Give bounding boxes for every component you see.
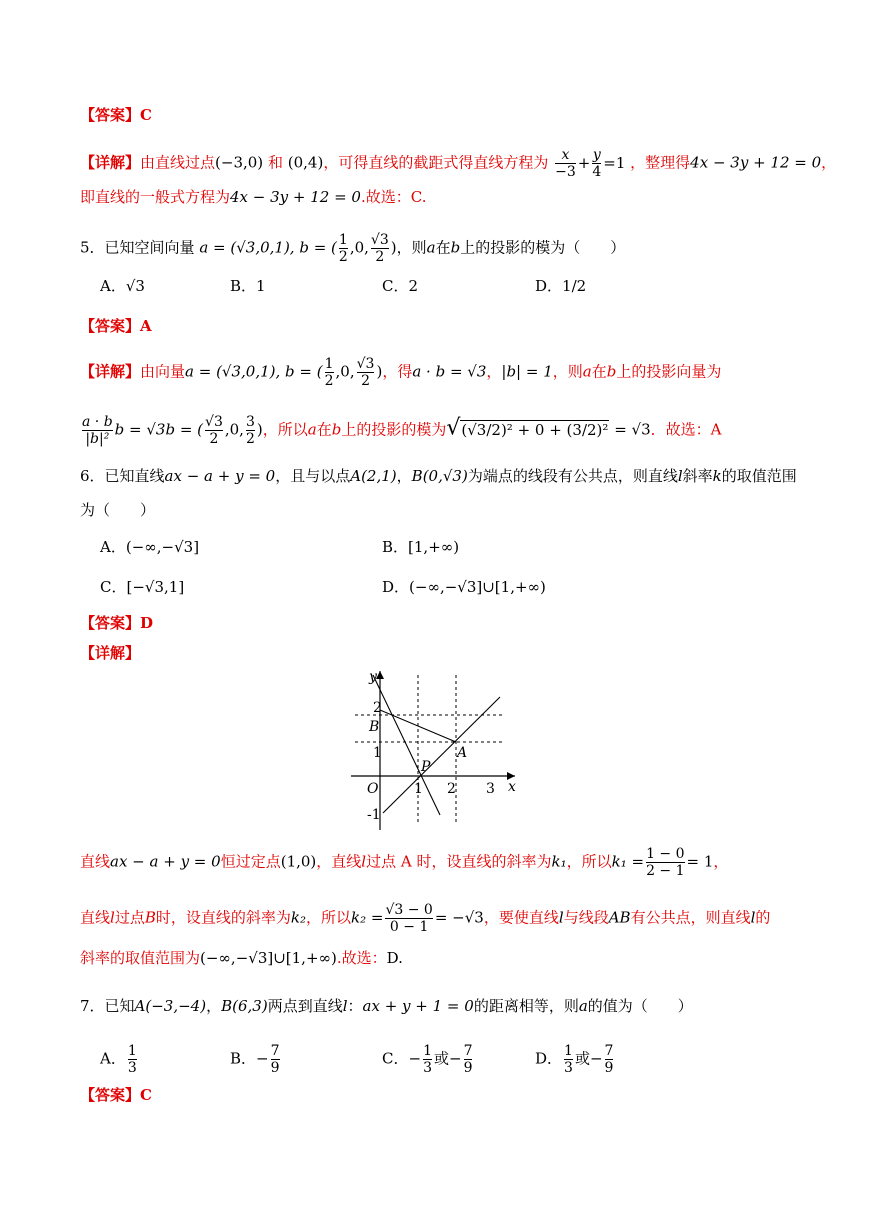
text: ，所以 [306, 908, 352, 927]
q5-option-c[interactable] [382, 276, 418, 296]
q6-detail-line-1 [80, 846, 728, 879]
text: (−∞,−√3]∪[1,+∞) [409, 578, 546, 596]
q4-answer [80, 105, 152, 125]
text: ， [396, 467, 412, 485]
q6-detail-line-2 [80, 902, 770, 935]
num: √3 [205, 414, 223, 430]
label-origin: O [367, 781, 379, 797]
den: 2 [357, 372, 375, 389]
frac [128, 1043, 137, 1076]
tick-x3: 3 [486, 781, 495, 797]
text: ，所以 [566, 852, 612, 871]
detail-tag: 【详解】 [80, 644, 141, 662]
text: 有公共点，则直线 [630, 908, 751, 927]
math: A(2,1) [350, 467, 397, 485]
sign: − [408, 1049, 422, 1068]
detail-tag: 【详解】 [80, 362, 141, 381]
num: √3 [370, 232, 389, 248]
den: 3 [564, 1060, 573, 1076]
math: b [606, 362, 617, 381]
label: B． [382, 538, 409, 556]
frac [271, 1043, 280, 1076]
text: ， [486, 362, 502, 381]
num: x [561, 147, 570, 163]
math: k₂ [290, 908, 306, 927]
detail-tag: 【详解】 [80, 153, 141, 172]
math: ) [376, 362, 383, 381]
den: 3 [127, 1060, 137, 1076]
tick-x1: 1 [414, 781, 423, 797]
q6-stem-2 [80, 500, 155, 520]
den: 2 [371, 248, 389, 265]
math: l [750, 908, 756, 927]
q5-option-d[interactable] [535, 276, 586, 296]
text: ，要使直线 [483, 908, 559, 927]
num: 1 [324, 356, 334, 372]
text: ，整理得 [630, 153, 691, 172]
text: 上的投影的模为 [341, 420, 447, 439]
answer-tag: 【答案】 [80, 317, 141, 335]
math: AB [608, 908, 631, 927]
text: [1,+∞) [408, 538, 460, 556]
text: 过点 A 时，设直线的斜率为 [366, 852, 552, 871]
num: 1 [338, 232, 348, 248]
text: D. [386, 949, 403, 967]
num: 1 − 0 [646, 846, 685, 862]
math: b = √3b = ( [114, 420, 204, 439]
label: A． [100, 277, 126, 295]
num: 1 [127, 1043, 137, 1059]
label-point-a: A [457, 745, 468, 761]
math: ,0, [224, 420, 244, 439]
math: (−∞,−√3]∪[1,+∞) [200, 949, 337, 967]
text: 直线 [80, 852, 111, 871]
connector: 或− [433, 1049, 462, 1068]
num: 7 [270, 1043, 280, 1059]
text: ， [821, 153, 837, 172]
text: ．故选：A [650, 420, 722, 439]
tick-x2: 2 [447, 781, 456, 797]
math: |b| = 1 [501, 362, 553, 381]
num: √3 − 0 [385, 902, 433, 918]
frac [385, 902, 432, 935]
num: y [592, 147, 601, 163]
frac [325, 356, 334, 389]
num: 1 [564, 1043, 573, 1059]
math: (0,4) [287, 153, 324, 172]
text: ，则 [396, 238, 427, 257]
text: ： [347, 997, 363, 1015]
text: 在 [435, 238, 451, 257]
q7-answer [80, 1085, 152, 1105]
text: √3 [125, 277, 145, 295]
frac [464, 1043, 473, 1076]
math: ) [390, 238, 397, 257]
den: −3 [555, 164, 576, 180]
label: D． [535, 1049, 563, 1068]
q7-option-b[interactable] [230, 1043, 282, 1076]
text: 在 [591, 362, 607, 381]
math: a = (√3,0,1), b = ( [199, 238, 337, 257]
frac [339, 232, 348, 265]
q5-detail-line-1 [80, 356, 721, 389]
text: 7．已知 [80, 997, 135, 1015]
text: 上的投影向量为 [616, 362, 722, 381]
math: b [450, 238, 461, 257]
math: k₂ = [351, 908, 384, 927]
num: 7 [604, 1043, 614, 1059]
text: 6．已知直线 [80, 467, 165, 485]
text: 即直线的一般式方程为 [80, 188, 231, 206]
q5-option-a[interactable] [100, 276, 145, 296]
math: = 1 [686, 852, 714, 871]
q6-detail-tag [80, 643, 140, 663]
intercept-equation [553, 147, 630, 180]
den: 2 − 1 [646, 863, 685, 879]
text: 为端点的线段有公共点，则直线 [467, 467, 678, 485]
den: 2 [324, 373, 334, 389]
den: 9 [270, 1060, 280, 1076]
text: 直线 [80, 908, 111, 927]
text: 和 [267, 153, 283, 172]
den: 4 [592, 164, 602, 180]
answer-value: D [140, 614, 154, 632]
math: (1,0) [280, 852, 317, 871]
text: 的取值范围 [721, 467, 797, 485]
math: (−3,0) [215, 153, 264, 172]
text: 1/2 [562, 277, 587, 295]
label: D． [535, 277, 563, 295]
q6-answer [80, 613, 153, 633]
text: 过点 [114, 908, 145, 927]
text: 为（ ） [80, 501, 156, 519]
text: 由直线过点 [140, 153, 216, 172]
math: k₁ = [611, 852, 645, 871]
frac [371, 232, 389, 265]
q7-stem [80, 996, 693, 1016]
math: a · b = √3 [412, 362, 487, 381]
answer-tag: 【答案】 [80, 614, 141, 632]
q7-option-a[interactable] [100, 1043, 139, 1076]
label: A． [100, 1049, 126, 1068]
den: 2 [205, 430, 223, 447]
frac [82, 414, 113, 447]
lines [373, 675, 500, 815]
frac [605, 1043, 614, 1076]
tick-y2: 2 [373, 700, 382, 716]
q5-stem [80, 232, 625, 265]
text: .故选： [336, 949, 387, 967]
text: ，可得直线的截距式得直线方程为 [323, 153, 549, 172]
frac [423, 1043, 432, 1076]
math: B [144, 908, 156, 927]
math: ) [256, 420, 263, 439]
q6-detail-line-3 [80, 948, 403, 968]
text: ，直线 [316, 852, 362, 871]
line-pa [383, 697, 500, 813]
label: A． [100, 538, 126, 556]
math: a [582, 362, 592, 381]
frac [246, 414, 255, 447]
answer-tag: 【答案】 [80, 106, 141, 124]
q5-answer [80, 316, 152, 336]
q7-option-d[interactable] [535, 1043, 615, 1076]
text: ，所以 [262, 420, 308, 439]
text: 恒过定点 [220, 852, 281, 871]
math: ax − a + y = 0 [110, 852, 221, 871]
labels [367, 669, 516, 823]
num: 1 [423, 1043, 432, 1059]
q6-option-d[interactable] [382, 577, 546, 597]
tick-y-minus1: -1 [367, 807, 381, 823]
den: 9 [463, 1060, 473, 1076]
math: l [361, 852, 367, 871]
q7-option-c[interactable] [382, 1043, 474, 1076]
num: a · b [82, 414, 113, 430]
frac [592, 147, 601, 180]
answer-value: C [140, 106, 152, 124]
text: 时，设直线的斜率为 [155, 908, 291, 927]
math: a = (√3,0,1), b = ( [185, 362, 323, 381]
math: l [110, 908, 115, 927]
sign: − [256, 1049, 269, 1068]
label: C． [382, 1049, 409, 1068]
math: ,0, [335, 362, 355, 381]
label: B． [230, 277, 257, 295]
label: C． [100, 578, 127, 596]
text: 由向量 [140, 362, 186, 381]
answer-value: C [140, 1086, 152, 1104]
text: 上的投影的模为（ ） [460, 238, 626, 257]
tick-y1: 1 [373, 745, 382, 761]
text: ， [713, 852, 729, 871]
q6-option-c[interactable] [100, 577, 184, 597]
math: = √3 [614, 420, 651, 439]
math: a [578, 997, 588, 1015]
text: 斜率的取值范围为 [80, 949, 201, 967]
sqrt-sign: √ [446, 415, 461, 441]
text: 的值为（ ） [587, 997, 693, 1015]
text: 2 [408, 277, 419, 295]
frac [564, 1043, 573, 1076]
text: (−∞,−√3] [125, 538, 200, 556]
den: 9 [604, 1060, 614, 1076]
text: 5．已知空间向量 [80, 238, 195, 257]
q4-detail-line-2 [80, 187, 426, 207]
num: 7 [463, 1043, 473, 1059]
q5-option-b[interactable] [230, 276, 266, 296]
math: B(0,√3) [411, 467, 468, 485]
text: [−√3,1] [126, 578, 185, 596]
math: a [307, 420, 317, 439]
text: ，且与以点 [275, 467, 351, 485]
frac [357, 356, 375, 389]
text: 1 [256, 277, 266, 295]
text: 两点到直线 [267, 997, 343, 1015]
text: 与线段 [563, 908, 609, 927]
frac [555, 147, 576, 180]
answer-tag: 【答案】 [80, 1086, 141, 1104]
text: ，则 [552, 362, 583, 381]
label: D． [382, 578, 410, 596]
q6-option-b[interactable] [382, 537, 459, 557]
label-point-b: B [369, 719, 380, 735]
math: 4x − 3y + 12 = 0 [690, 153, 822, 172]
math: l [558, 908, 564, 927]
math: l [342, 997, 348, 1015]
num: 3 [245, 414, 255, 430]
den: 3 [423, 1060, 432, 1076]
text: 的距离相等，则 [473, 997, 579, 1015]
label: B． [230, 1049, 257, 1068]
den: 0 − 1 [385, 918, 432, 935]
math: A(−3,−4) [134, 997, 207, 1015]
q6-option-a[interactable] [100, 537, 199, 557]
line-pb [373, 675, 440, 815]
num: √3 [356, 356, 375, 372]
text: ， [206, 997, 222, 1015]
math: l [677, 467, 683, 485]
text: 在 [316, 420, 332, 439]
q5-detail-line-2 [80, 414, 722, 447]
math: ,0, [349, 238, 369, 257]
math: a [426, 238, 436, 257]
math: ax − a + y = 0 [164, 467, 276, 485]
q4-detail-line-1 [80, 147, 836, 180]
text: 的 [755, 908, 771, 927]
math: k₁ [551, 852, 567, 871]
text: ，得 [382, 362, 413, 381]
den: 2 [245, 431, 255, 447]
frac [205, 414, 223, 447]
den: |b|² [82, 430, 113, 447]
text: .故选：C. [360, 188, 427, 206]
math: = −√3 [434, 908, 484, 927]
math: (√3/2)² + 0 + (3/2)² [461, 420, 609, 439]
answer-value: A [140, 317, 152, 335]
math: 4x − 3y + 12 = 0 [230, 188, 361, 206]
op: =1 [603, 153, 626, 172]
label: C． [382, 277, 409, 295]
y-arrow-icon [376, 671, 384, 679]
q6-graph [345, 665, 525, 835]
math: ax + y + 1 = 0 [362, 997, 474, 1015]
label-y: y [369, 669, 377, 685]
math: B(6,3) [221, 997, 268, 1015]
connector: 或− [574, 1049, 603, 1068]
label-point-p: P [421, 759, 431, 775]
frac [646, 846, 684, 879]
math: k [712, 467, 722, 485]
math: b [331, 420, 342, 439]
text: 斜率 [682, 467, 713, 485]
label-x: x [508, 779, 516, 795]
den: 2 [338, 249, 348, 265]
op: + [577, 153, 591, 172]
q6-stem-1 [80, 466, 797, 486]
